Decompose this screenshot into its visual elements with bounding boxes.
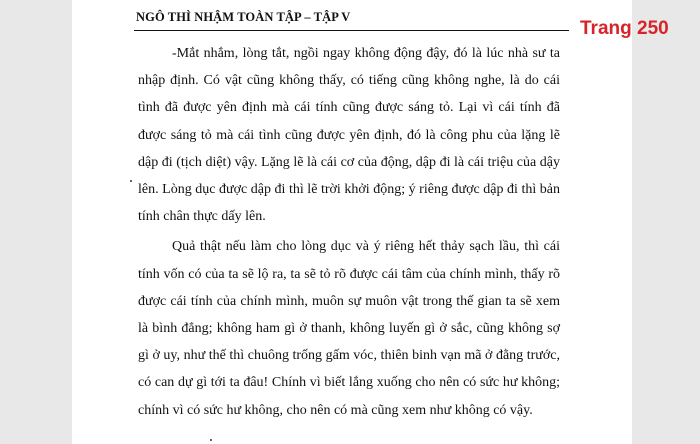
running-header: NGÔ THÌ NHẬM TOÀN TẬP – TẬP V: [136, 10, 351, 24]
scan-speck: [130, 180, 132, 182]
paragraph-1: -Mắt nhắm, lòng tắt, ngồi ngay không động đậy, đó là lúc nhà sư ta nhập định. Có vật cũng không thấy, có tiếng cũng không nghe, là do cái tình đã được yên định mà cái tính cũng được sáng tỏ. Lại vì cái tính đã được sáng tỏ mà cái tình cũng được yên định, đó là công phu của lặng lẽ dập đi (tịch diệt) vậy. Lặng lẽ là cái cơ của động, dập đi là cái triệu của dậy lên. Lòng dục được dập đi thì lẽ trời khởi động; ý riêng được dập đi thì bản tính chân thực dấy lên.: [138, 46, 560, 225]
header-rule: [134, 30, 569, 31]
paragraph-2: Quả thật nếu làm cho lòng dục và ý riêng hết thảy sạch lầu, thì cái tính vốn có của ta sẽ lộ ra, ta sẽ tỏ rõ được cái tâm của chính mình, thấy rõ được cái tính của chính mình, muôn sự muôn vật trong thế gian ta sẽ xem là bình đẳng; không ham gì ở thanh, không luyến gì ở sắc, cũng không sợ gì ở uy, như thế thì chuông trống gấm vóc, thiên binh vạn mã ở đằng trước, có can dự gì tới ta đâu! Chính vì biết lắng xuống cho nên có sức hư không; chính vì có sức hư không, cho nên có mà cũng xem như không có vậy.: [138, 239, 560, 418]
page-number-label: Trang 250: [580, 18, 669, 39]
scan-speck: [210, 439, 212, 441]
body-text: [138, 40, 560, 424]
document-page: [72, 0, 632, 444]
